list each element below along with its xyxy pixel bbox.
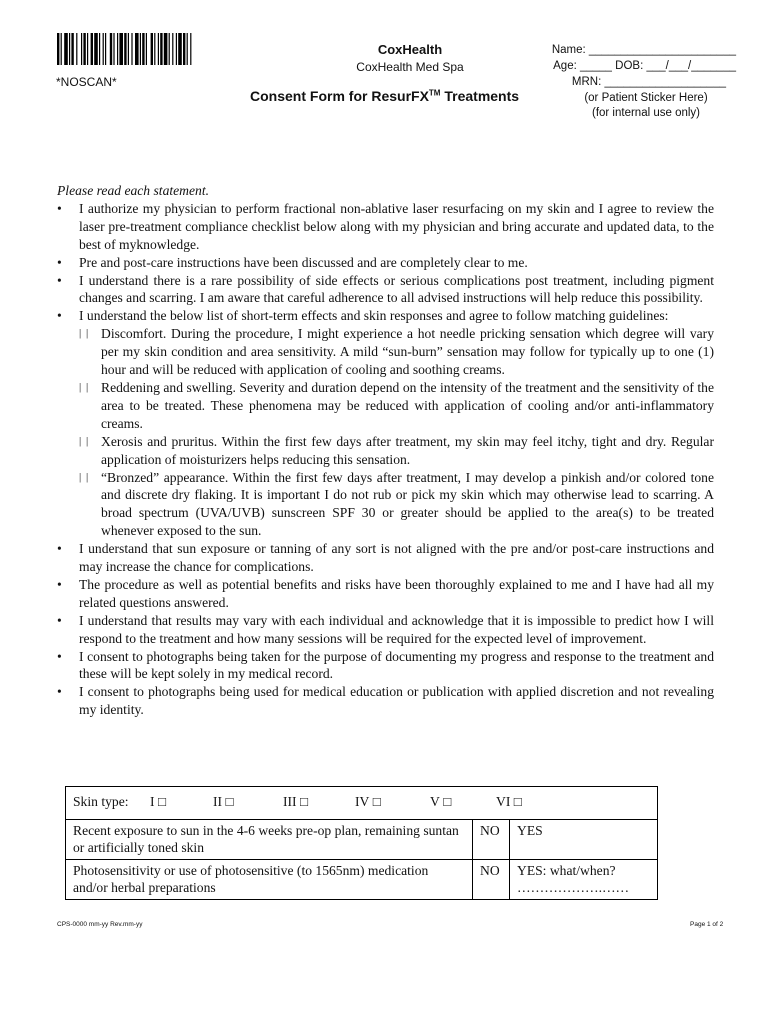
barcode-bar — [71, 33, 73, 65]
barcode-bar — [94, 33, 98, 65]
barcode-bar — [91, 33, 93, 65]
barcode-bar — [83, 33, 85, 65]
barcode-bar — [105, 33, 106, 65]
statement-item: • I consent to photographs being taken for the purpose of documenting my progress and response to the treatment and these will be kept solely in my medical record. — [57, 648, 714, 682]
form-code: CPS-0000 mm-yy Rev.mm-yy — [57, 921, 143, 928]
internal-use-text: (for internal use only) — [591, 107, 701, 119]
skin-type-label: Skin type: — [73, 794, 129, 809]
photosensitivity-question: Photosensitivity or use of photosensitive (to 1565nm) medication and/or herbal preparations — [66, 859, 473, 899]
statement-list — [57, 200, 714, 719]
barcode-bar — [64, 33, 68, 65]
effects-list — [79, 325, 714, 540]
barcode-bar — [135, 33, 139, 65]
statement-item: • I understand that sun exposure or tanning of any sort is not aligned with the pre and/or post-care instructions and may increase the chance for complications. — [57, 541, 714, 575]
barcode-bar — [69, 33, 70, 65]
barcode-bar — [140, 33, 141, 65]
barcode-bar — [146, 33, 147, 65]
barcode-bar — [124, 33, 126, 65]
spa-name: CoxHealth Med Spa — [356, 60, 464, 74]
barcode-bar — [187, 33, 188, 65]
effect-item: | | Discomfort. During the procedure, I might experience a hot needle pricking sensation which degree will vary per my skin condition and area sensitivity. A mild “sun-burn” sensation may follow for typically up to one (1) hour and will be reduced with application of cooling and soothing creams. — [79, 326, 714, 378]
intro-text: Please read each statement. — [57, 183, 210, 198]
photosensitivity-no[interactable]: NO — [473, 859, 510, 899]
effect-item: | | “Bronzed” appearance. Within the first few days after treatment, I may develop a pinkish and/or colored tone and discrete dry flaking. It is important I do not rub or pick my skin which may otherwise lead to scarring. A broad spectrum (UVA/UVB) sunscreen SPF 30 or greater should be applied to the area(s) to be treated whenever exposed to the sun. — [79, 469, 714, 539]
barcode-bar — [151, 33, 153, 65]
patient-name-field[interactable]: Name: _______________________ — [551, 44, 736, 56]
effect-item: | | Reddening and swelling. Severity and duration depend on the intensity of the treatment and the sensitivity of the area to be treated. These phenomena may be reduced with application of cooling and/or anti-inflammatory creams. — [79, 379, 714, 431]
skin-type-option[interactable]: IV □ — [355, 794, 381, 809]
organization-name: CoxHealth — [377, 42, 443, 57]
statement-item: • I understand the below list of short-term effects and skin responses and agree to follow matching guidelines: | | Discomfort. During the procedure, I might experience a hot needle pricking sensation which degree will vary per my skin condition and area sensitivity. A mild “sun-burn” sensation may follow for typically up to one (1) hour and will be reduced with application of cooling and soothing creams. | | Reddening and swelling. Severity and duration depend on the intensity of the treatment and the sensitivity of the area to be treated. These phenomena may be reduced with application of cooling and/or anti-inflammatory creams. | | Xerosis and pruritus. Within the first few days after treatment, my skin may feel itchy, tight and dry. Regular application of moisturizers helps reducing this sensation. | | “Bronzed” appearance. Within the first few days after treatment, I may develop a pinkish and/or colored tone and discrete dry flaking. It is important I do not rub or pick my skin which may otherwise lead to scarring. A broad spectrum (UVA/UVB) sunscreen SPF 30 or greater should be applied to the area(s) to be treated whenever exposed to the sun. — [57, 308, 714, 539]
what-when-blank[interactable]: ……………….…… — [517, 880, 630, 895]
barcode-bar — [76, 33, 77, 65]
statement-item: • I understand there is a rare possibility of side effects or serious complications post treatment, including pigment changes and scarring. I am aware that careful adherence to all advised instructions will help reduce this possibility. — [57, 272, 714, 306]
photosensitivity-yes[interactable]: YES: what/when? ……………….…… — [510, 859, 658, 899]
barcode-bar — [99, 33, 100, 65]
barcode-bar — [87, 33, 88, 65]
barcode-bar — [158, 33, 159, 65]
barcode-bar — [178, 33, 182, 65]
barcode — [57, 33, 237, 65]
skin-type-option[interactable]: V □ — [430, 794, 452, 809]
skin-type-option[interactable]: II □ — [213, 794, 234, 809]
patient-age-dob-field[interactable]: Age: _____ DOB: ___/___/_______ — [553, 60, 736, 72]
patient-info-block — [548, 42, 736, 90]
pretreatment-checklist — [65, 786, 658, 900]
statement-item: • I understand that results may vary with each individual and acknowledge that it is impossible to predict how I will respond to the treatment and how many sessions will be required for the expected level of improvement. — [57, 612, 714, 646]
patient-sticker-note — [560, 91, 732, 121]
patient-mrn-field[interactable]: MRN: ___________________ — [571, 76, 726, 88]
barcode-bar — [183, 33, 185, 65]
barcode-bar — [103, 33, 104, 65]
barcode-bar — [190, 33, 191, 65]
trademark: TM — [428, 88, 441, 98]
barcode-bar — [142, 33, 144, 65]
consent-statements — [57, 182, 714, 719]
barcode-bar — [131, 33, 132, 65]
barcode-bar — [57, 33, 59, 65]
skin-type-row — [66, 787, 658, 820]
skin-type-option[interactable]: VI □ — [496, 794, 522, 809]
barcode-bar — [113, 33, 114, 65]
barcode-bar — [154, 33, 155, 65]
noscan-label: *NOSCAN* — [56, 75, 117, 89]
statement-item: • The procedure as well as potential benefits and risks have been thoroughly explained to me and I have had all my related questions answered. — [57, 576, 714, 610]
barcode-bar — [61, 33, 62, 65]
barcode-bar — [176, 33, 177, 65]
sun-exposure-no[interactable]: NO — [473, 819, 510, 859]
sun-exposure-yes[interactable]: YES — [510, 819, 658, 859]
sticker-text: (or Patient Sticker Here) — [584, 92, 708, 104]
effect-item: | | Xerosis and pruritus. Within the first few days after treatment, my skin may feel itchy, tight and dry. Regular application of moisturizers helps reducing this sensation. — [79, 433, 714, 467]
barcode-bar — [164, 33, 168, 65]
skin-type-option[interactable]: I □ — [150, 794, 167, 809]
page-number: Page 1 of 2 — [690, 921, 724, 928]
statement-item: • Pre and post-care instructions have been discussed and are completely clear to me. — [57, 254, 528, 270]
statement-item: • I authorize my physician to perform fractional non-ablative laser resurfacing on my skin and I agree to review the laser pre-treatment compliance checklist below along with my physician and bring accurate and updated data, to the best of myknowledge. — [57, 200, 714, 252]
form-title: Consent Form for ResurFX™ Treatments — [250, 88, 520, 104]
barcode-bar — [110, 33, 112, 65]
barcode-bar — [128, 33, 129, 65]
barcode-bar — [119, 33, 123, 65]
barcode-bar — [172, 33, 173, 65]
skin-type-option[interactable]: III □ — [283, 794, 309, 809]
statement-item: • I consent to photographs being used for medical education or publication with applied discretion and not revealing my identity. — [57, 684, 714, 718]
barcode-bar — [169, 33, 170, 65]
barcode-bar — [81, 33, 82, 65]
sun-exposure-question: Recent exposure to sun in the 4-6 weeks pre-op plan, remaining suntan or artificially toned skin — [66, 819, 473, 859]
barcode-bar — [117, 33, 118, 65]
barcode-bar — [160, 33, 162, 65]
